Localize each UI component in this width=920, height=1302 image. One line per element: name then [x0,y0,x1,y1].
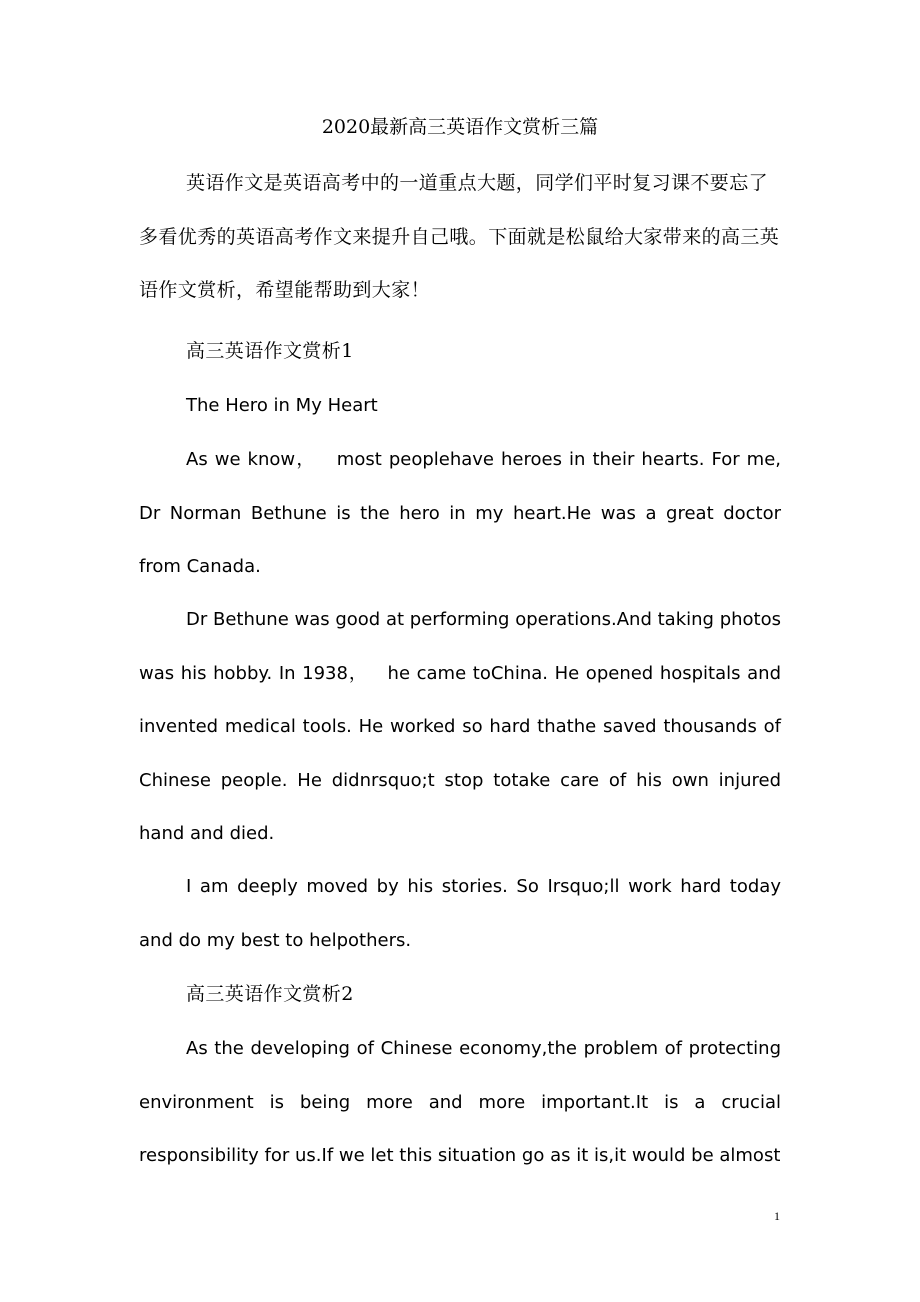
document-title: 2020最新高三英语作文赏析三篇 [321,116,599,138]
essay-2-paragraph-1: As the developing of Chinese economy,the problem of protecting environment is being more and more important.It is a crucial responsibility for us.If we let this situation go as it is,it would be almost [139,1038,781,1166]
section-1-heading: 高三英语作文赏析1 [186,340,354,362]
essay-1-paragraph-3: I am deeply moved by his stories. So Irsquo;ll work hard today and do my best to helpothers. [139,876,781,951]
essay-1-paragraph-2: Dr Bethune was good at performing operations.And taking photos was his hobby. In 1938， he came toChina. He opened hospitals and invented medical tools. He worked so hard thathe saved thousands of Chinese people. He didnrsquo;t stop totake care of his own injured hand and died. [139,609,787,844]
page-number: 1 [774,1209,780,1223]
essay-1-paragraph-1: As we know， most peoplehave heroes in their hearts. For me, Dr Norman Bethune is the hero in my heart.He was a great doctor from Canada. [139,449,787,577]
essay-1-title: The Hero in My Heart [186,395,378,416]
intro-paragraph: 英语作文是英语高考中的一道重点大题，同学们平时复习课不要忘了多看优秀的英语高考作文来提升自己哦。下面就是松鼠给大家带来的高三英语作文赏析，希望能帮助到大家！ [139,172,780,301]
section-2-heading: 高三英语作文赏析2 [186,983,354,1005]
